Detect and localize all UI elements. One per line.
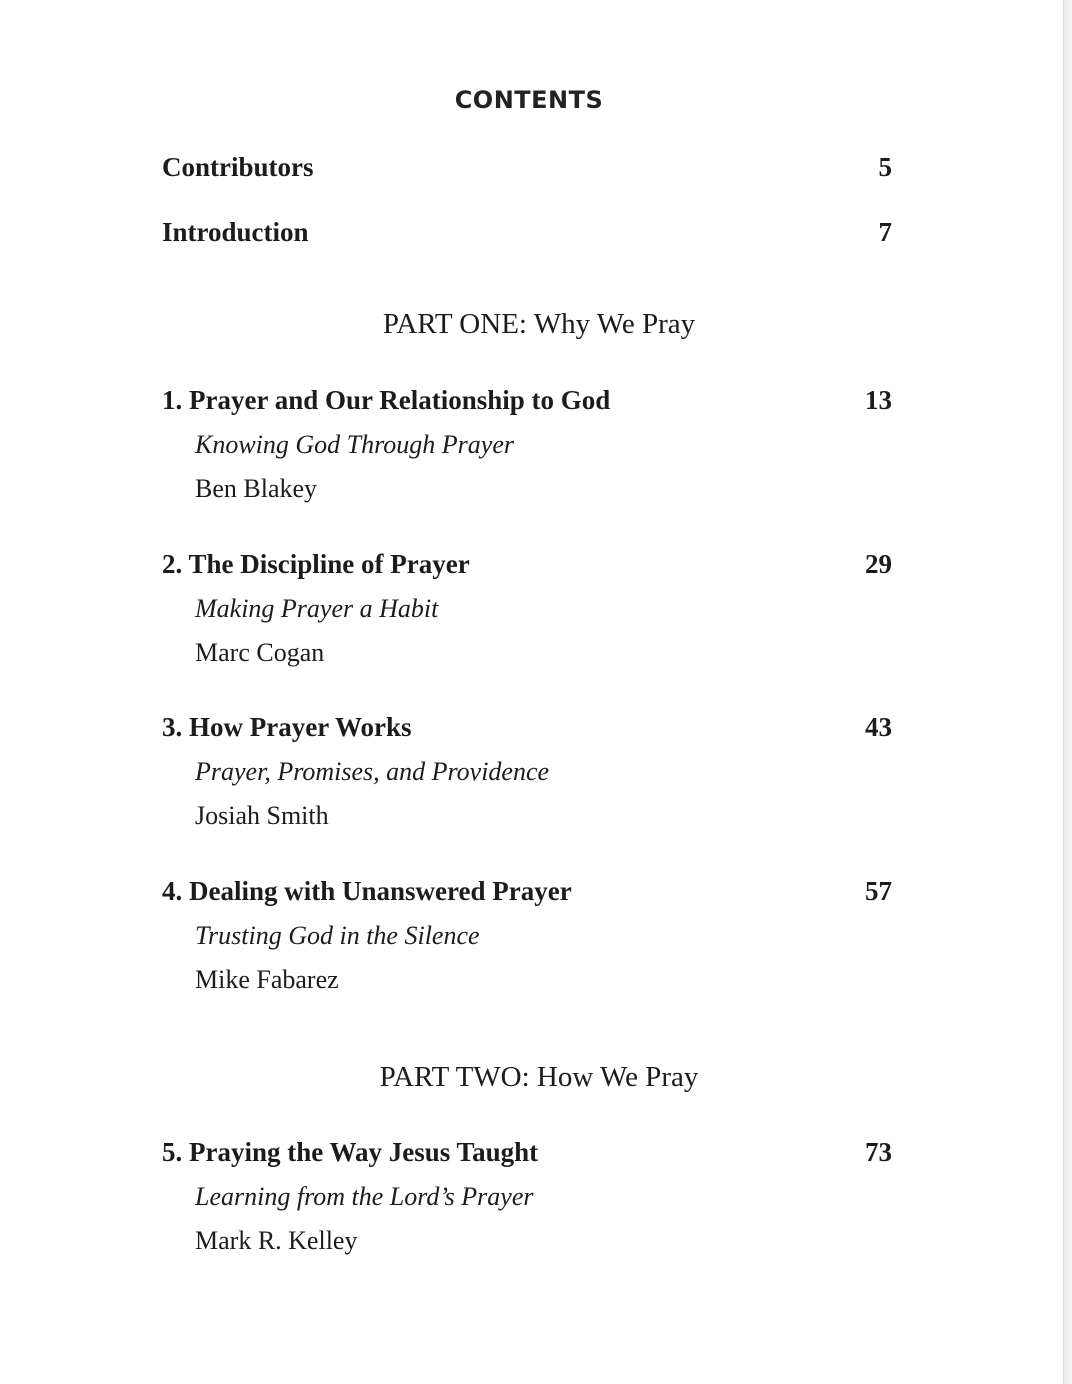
chapter-title: 1. Prayer and Our Relationship to God <box>162 385 611 415</box>
chapter-subtitle: Trusting God in the Silence <box>195 921 480 950</box>
page-edge <box>1063 0 1072 1384</box>
toc-entry-title: Introduction <box>162 217 309 247</box>
chapter-title: 4. Dealing with Unanswered Prayer <box>162 876 572 906</box>
chapter-title: 3. How Prayer Works <box>162 712 412 742</box>
chapter-author: Mike Fabarez <box>195 965 339 994</box>
chapter-page: 57 <box>865 876 892 906</box>
toc-entry-contributors[interactable] <box>162 152 892 183</box>
chapter-author: Ben Blakey <box>195 474 318 503</box>
toc-entry-page: 5 <box>878 152 892 182</box>
chapter-page: 13 <box>865 385 892 415</box>
chapter-subtitle: Prayer, Promises, and Providence <box>195 757 550 786</box>
part-heading: PART ONE: Why We Pray <box>382 308 696 340</box>
chapter-title: 5. Praying the Way Jesus Taught <box>162 1137 539 1167</box>
toc-entry-chapter-3[interactable] <box>162 712 892 743</box>
chapter-author: Mark R. Kelley <box>195 1226 358 1255</box>
chapter-page: 43 <box>865 712 892 742</box>
page-title: CONTENTS <box>454 86 604 114</box>
chapter-subtitle: Learning from the Lord’s Prayer <box>195 1182 534 1211</box>
toc-entry-introduction[interactable] <box>162 217 892 248</box>
chapter-page: 73 <box>865 1137 892 1167</box>
chapter-author: Marc Cogan <box>195 638 325 667</box>
toc-entry-chapter-5[interactable] <box>162 1137 892 1168</box>
chapter-title: 2. The Discipline of Prayer <box>162 549 470 579</box>
part-heading: PART TWO: How We Pray <box>379 1061 699 1093</box>
chapter-author: Josiah Smith <box>195 801 329 830</box>
chapter-subtitle: Knowing God Through Prayer <box>195 430 514 459</box>
toc-entry-page: 7 <box>878 217 892 247</box>
toc-entry-chapter-1[interactable] <box>162 385 892 416</box>
chapter-subtitle: Making Prayer a Habit <box>195 594 439 623</box>
toc-entry-chapter-2[interactable] <box>162 549 892 580</box>
toc-entry-chapter-4[interactable] <box>162 876 892 907</box>
toc-entry-title: Contributors <box>162 152 314 182</box>
chapter-page: 29 <box>865 549 892 579</box>
